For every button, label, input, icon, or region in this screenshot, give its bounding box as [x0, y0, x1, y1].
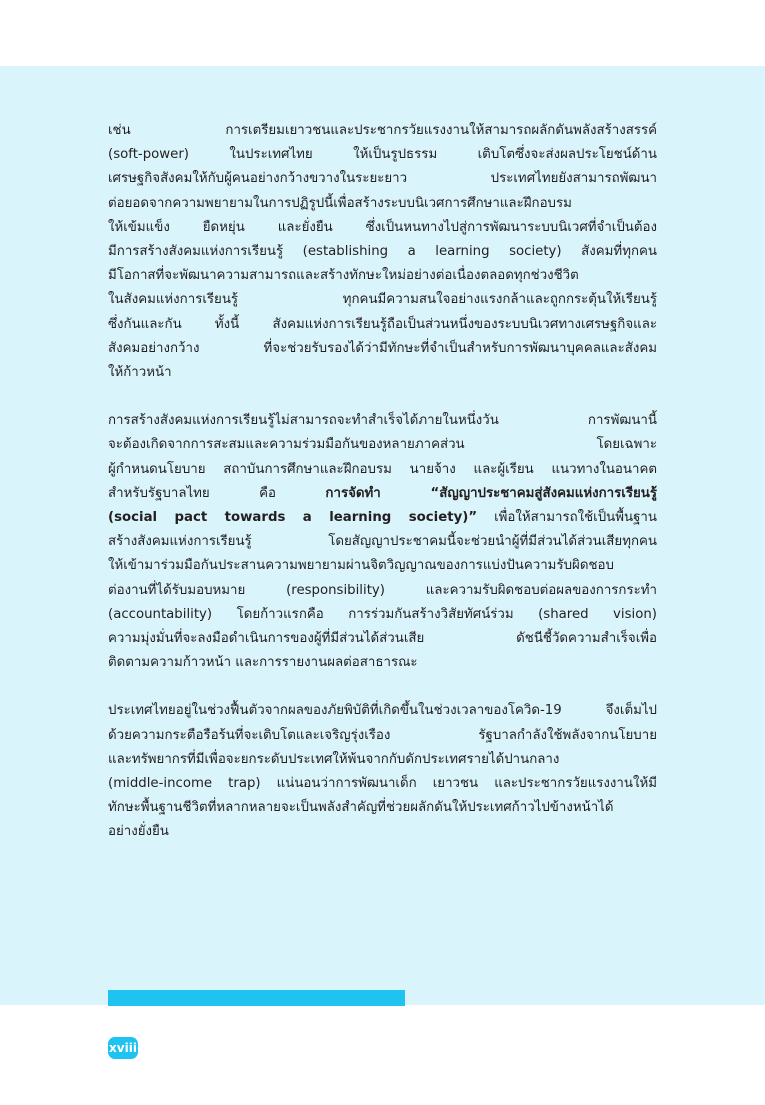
text-line: ซึ่งกันและกัน ทั้งนี้ สังคมแห่งการเรียนรู้ถือเป็นส่วนหนึ่งของระบบนิเวศทางเศรษฐกิจและ [108, 316, 657, 332]
text-line: ให้เข้ามาร่วมมือกันประสานความพยายามผ่านจิตวิญญาณของการแบ่งปันความรับผิดชอบ [108, 558, 614, 574]
text-line: ต่อยอดจากความพยายามในการปฏิรูปนี้เพื่อสร้างระบบนิเวศการศึกษาและฝึกอบรม [108, 195, 572, 211]
paragraph-2 [108, 409, 657, 675]
text-line: ทักษะพื้นฐานชีวิตที่หลากหลายจะเป็นพลังสำคัญที่ช่วยผลักดันให้ประเทศก้าวไปข้างหน้าได้ [108, 800, 614, 816]
text-line: ให้ก้าวหน้า [108, 365, 172, 381]
text-line: สร้างสังคมแห่งการเรียนรู้ โดยสัญญาประชาคมนี้จะช่วยนำผู้ที่มีส่วนได้ส่วนเสียทุกคน [108, 534, 657, 550]
text-line: ต่องานที่ได้รับมอบหมาย (responsibility) และความรับผิดชอบต่อผลของการกระทำ [108, 582, 657, 598]
text-line: (accountability) โดยก้าวแรกคือ การร่วมกันสร้างวิสัยทัศน์ร่วม (shared vision) [108, 606, 657, 622]
body-text [108, 119, 657, 869]
text-line: (soft-power) ในประเทศไทย ให้เป็นรูปธรรม เติบโตซึ่งจะส่งผลประโยชน์ด้าน [108, 147, 657, 163]
text-line: ความมุ่งมั่นที่จะลงมือดำเนินการของผู้ที่มีส่วนได้ส่วนเสีย ดัชนีชี้วัดความสำเร็จเพื่อ [108, 631, 657, 647]
text-line: เช่น การเตรียมเยาวชนและประชากรวัยแรงงานให้สามารถผลักดันพลังสร้างสรรค์ [108, 123, 657, 138]
text-line: ในสังคมแห่งการเรียนรู้ ทุกคนมีความสนใจอย่างแรงกล้าและถูกกระตุ้นให้เรียนรู้ [108, 292, 657, 308]
text-line [108, 482, 657, 506]
text-line: เศรษฐกิจสังคมให้กับผู้คนอย่างกว้างขวางในระยะยาว ประเทศไทยยังสามารถพัฒนา [108, 171, 657, 187]
text-line [108, 506, 657, 530]
text-line: ด้วยความกระตือรือร้นที่จะเติบโตและเจริญรุ่งเรือง รัฐบาลกำลังใช้พลังจากนโยบาย [108, 727, 657, 743]
emphasis-text: (social pact towards a learning society)” [108, 510, 478, 526]
text-line: และทรัพยากรที่มีเพื่อจะยกระดับประเทศให้พ้นจากกับดักประเทศรายได้ปานกลาง [108, 751, 560, 767]
emphasis-text: การจัดทำ “สัญญาประชาคมสู่สังคมแห่งการเรียนรู้ [325, 485, 657, 501]
text-line: อย่างยั่งยืน [108, 824, 169, 840]
text-run: สำหรับรัฐบาลไทย คือ [108, 485, 326, 501]
text-line: การสร้างสังคมแห่งการเรียนรู้ไม่สามารถจะทำสำเร็จได้ภายในหนึ่งวัน การพัฒนานี้ [108, 413, 657, 429]
paragraph-1 [108, 119, 657, 385]
text-line: ประเทศไทยอยู่ในช่วงฟื้นตัวจากผลของภัยพิบัติที่เกิดขึ้นในช่วงเวลาของโควิด-19 จึงเต็มไป [108, 703, 657, 719]
text-line: ผู้กำหนดนโยบาย สถาบันการศึกษาและฝึกอบรม นายจ้าง และผู้เรียน แนวทางในอนาคต [108, 461, 657, 477]
text-line: ให้เข้มแข็ง ยืดหยุ่น และยั่งยืน ซึ่งเป็นหนทางไปสู่การพัฒนาระบบนิเวศที่จำเป็นต้อง [108, 219, 657, 235]
text-line: ติดตามความก้าวหน้า และการรายงานผลต่อสาธารณะ [108, 655, 418, 671]
page-number-badge: xviii [108, 1037, 138, 1059]
text-line: สังคมอย่างกว้าง ที่จะช่วยรับรองได้ว่ามีทักษะที่จำเป็นสำหรับการพัฒนาบุคคลและสังคม [108, 340, 657, 356]
text-line: (middle-income trap) แน่นอนว่าการพัฒนาเด็ก เยาวชน และประชากรวัยแรงงานให้มี [108, 776, 657, 792]
text-line: มีการสร้างสังคมแห่งการเรียนรู้ (establishing a learning society) สังคมที่ทุกคน [108, 244, 657, 260]
paragraph-3 [108, 699, 657, 844]
text-line: มีโอกาสที่จะพัฒนาความสามารถและสร้างทักษะใหม่อย่างต่อเนื่องตลอดทุกช่วงชีวิต [108, 268, 579, 284]
text-line: จะต้องเกิดจากการสะสมและความร่วมมือกันของหลายภาคส่วน โดยเฉพาะ [108, 437, 657, 453]
text-run: เพื่อให้สามารถใช้เป็นพื้นฐาน [477, 510, 657, 526]
accent-bar [108, 990, 405, 1006]
